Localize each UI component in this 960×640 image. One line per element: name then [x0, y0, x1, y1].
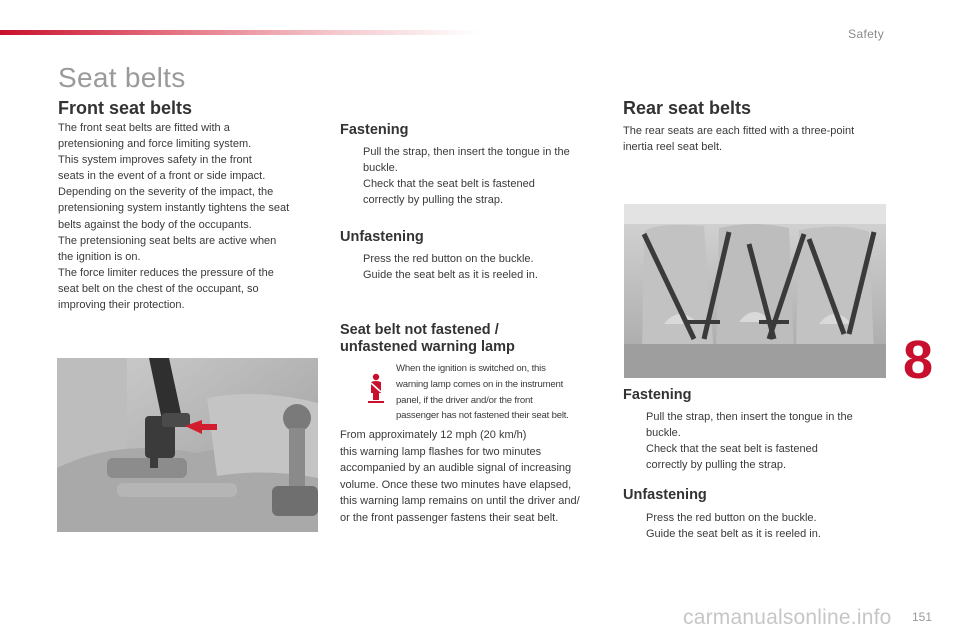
front-seat-belt-buckle-figure — [57, 358, 318, 532]
fastening-list — [340, 144, 602, 208]
list-item: Pull the strap, then insert the tongue in the buckle. — [646, 411, 853, 439]
unfastening-list — [340, 251, 602, 283]
chapter-number: 8 — [903, 330, 934, 390]
fastening-heading: Fastening — [340, 122, 409, 138]
list-item: Press the red button on the buckle. — [646, 512, 817, 524]
front-seat-belts-paragraph: The front seat belts are fitted with a pretensioning and force limiting system. This system improves safety in the front seats in the event of a front or side impact. Depending on the severity of the impact, the pretensioning system instantly tightens the seat belts against the body of the occupants. The pretensioning seat belts are active when the ignition is on. The force limiter reduces the pressure of the seat belt on the chest of the occupant, so improving their protection. — [58, 122, 290, 312]
page-number: 151 — [911, 610, 932, 624]
unfastening-heading: Unfastening — [340, 229, 424, 245]
rear-unfastening-list — [623, 510, 885, 542]
rear-unfastening-heading: Unfastening — [623, 487, 707, 503]
watermark: carmanualsonline.info — [683, 606, 892, 629]
warning-lamp-note: When the ignition is switched on, this warning lamp comes on in the instrument panel, if the driver and/or the front passenger has not fastened their seat belt. — [396, 363, 569, 422]
list-item: Check that the seat belt is fastened correctly by pulling the strap. — [646, 443, 818, 471]
list-item: Pull the strap, then insert the tongue in the buckle. — [363, 146, 570, 174]
seatbelt-warning-icon — [366, 373, 386, 403]
list-item: Guide the seat belt as it is reeled in. — [363, 269, 538, 281]
front-seat-belts-heading: Front seat belts — [58, 98, 193, 118]
header-accent-bar — [0, 30, 480, 35]
warning-lamp-heading: Seat belt not fastened / unfastened warning lamp — [340, 322, 515, 355]
section-label: Safety — [848, 27, 884, 41]
rear-seat-belts-heading: Rear seat belts — [623, 98, 752, 118]
rear-seat-belts-figure — [624, 204, 886, 378]
warning-lamp-paragraph: From approximately 12 mph (20 km/h) this warning lamp flashes for two minutes accompanied by an audible signal of increasing volume. Once these two minutes have elapsed, this warning lamp remains on until the driver and/ or the front passenger fastens their seat belt. — [340, 429, 580, 524]
rear-seat-belts-paragraph: The rear seats are each fitted with a three-point inertia reel seat belt. — [623, 125, 855, 154]
rear-fastening-list — [623, 409, 885, 473]
rear-fastening-heading: Fastening — [623, 387, 692, 403]
page-title: Seat belts — [58, 62, 186, 93]
list-item: Check that the seat belt is fastened correctly by pulling the strap. — [363, 178, 535, 206]
list-item: Guide the seat belt as it is reeled in. — [646, 528, 821, 540]
list-item: Press the red button on the buckle. — [363, 253, 534, 265]
